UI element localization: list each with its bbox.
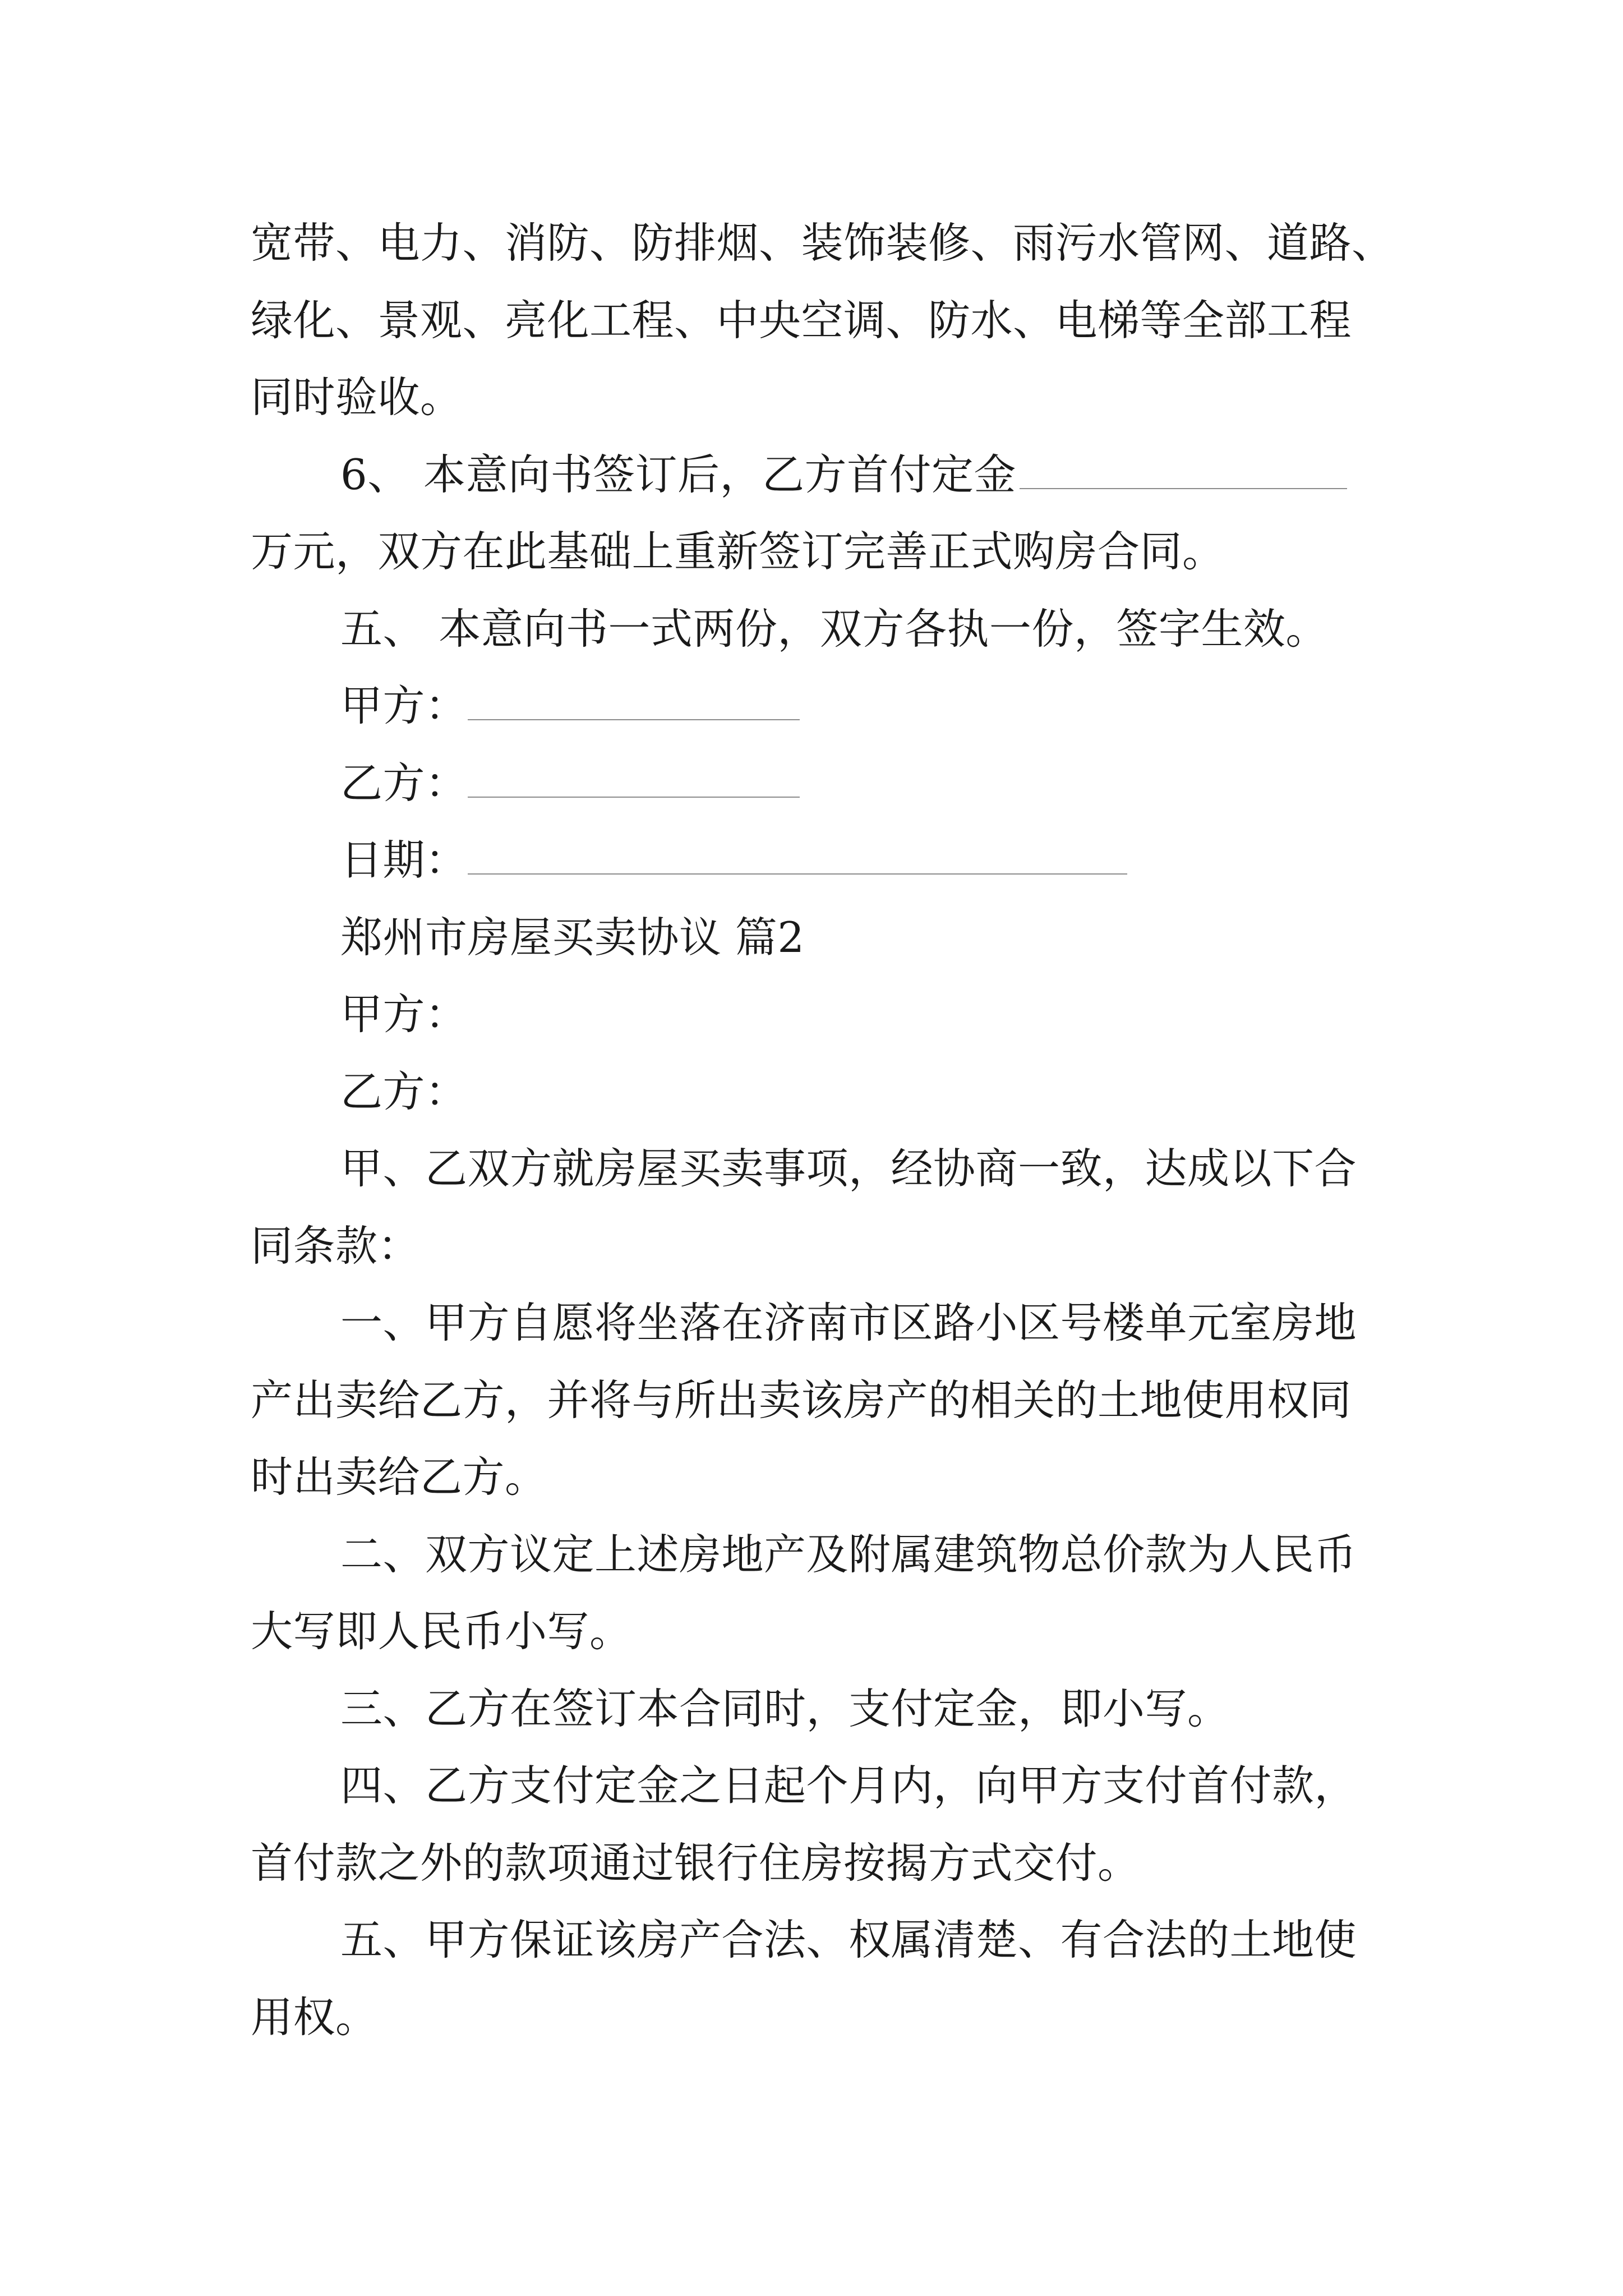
- text-line: 乙方：: [340, 1066, 468, 1116]
- signature-party-b: [251, 745, 1428, 822]
- signature-date: [251, 822, 1428, 899]
- text-line: 一、甲方自愿将坐落在济南市区路小区号楼单元室房地: [340, 1298, 1357, 1347]
- deposit-clause-text: 6、 本意向书签订后，乙方首付定金: [340, 449, 1017, 499]
- text-line: 甲、乙双方就房屋买卖事项，经协商一致，达成以下合: [340, 1144, 1357, 1193]
- text-line: 甲方：: [340, 990, 468, 1039]
- text-line: 产出卖给乙方，并将与所出卖该房产的相关的土地使用权同: [251, 1375, 1352, 1425]
- clause-4: [251, 1747, 1428, 1902]
- text-line: [251, 668, 1428, 745]
- party-a-signature-blank: [468, 719, 800, 720]
- paragraph-acceptance-clause: [251, 205, 1428, 436]
- paragraph-deposit-clause: [251, 436, 1428, 591]
- clause-2: [251, 1516, 1428, 1671]
- clause-1: [251, 1285, 1428, 1516]
- text-line: 同条款：: [251, 1221, 421, 1271]
- date-blank: [468, 873, 1127, 875]
- text-line: 万元，双方在此基础上重新签订完善正式购房合同。: [251, 527, 1225, 576]
- text-line: 宽带、电力、消防、防排烟、装饰装修、雨污水管网、道路、: [251, 218, 1394, 268]
- text-line: [251, 436, 1428, 514]
- party-b-heading: [251, 1053, 1428, 1131]
- text-line: 四、乙方支付定金之日起个月内，向甲方支付首付款，: [340, 1761, 1357, 1810]
- text-line: [251, 745, 1428, 822]
- paragraph-preamble: [251, 1130, 1428, 1285]
- text-line: 同时验收。: [251, 372, 463, 422]
- party-a-heading: [251, 976, 1428, 1053]
- text-line: 五、甲方保证该房产合法、权属清楚、有合法的土地使: [340, 1915, 1357, 1964]
- text-line: 用权。: [251, 1992, 378, 2042]
- text-line: 二、双方议定上述房地产及附属建筑物总价款为人民币: [340, 1529, 1357, 1579]
- signature-party-a: [251, 668, 1428, 745]
- section-title-text: 郑州市房屋买卖协议 篇2: [340, 912, 805, 962]
- date-label: 日期：: [340, 835, 468, 885]
- text-line: 绿化、景观、亮化工程、中央空调、防水、电梯等全部工程: [251, 295, 1352, 345]
- text-line: 时出卖给乙方。: [251, 1452, 547, 1502]
- party-a-label: 甲方：: [340, 681, 468, 730]
- section-title: [251, 899, 1428, 977]
- document-page: [251, 205, 1428, 2056]
- text-line: 首付款之外的款项通过银行住房按揭方式交付。: [251, 1838, 1140, 1888]
- deposit-amount-blank: [1020, 488, 1347, 489]
- text-line: 五、 本意向书一式两份，双方各执一份，签字生效。: [340, 604, 1328, 654]
- clause-3: [251, 1671, 1428, 1748]
- text-line: 三、乙方在签订本合同时，支付定金，即小写。: [340, 1683, 1230, 1733]
- text-line: 大写即人民币小写。: [251, 1607, 632, 1656]
- clause-5: [251, 1902, 1428, 2056]
- text-line: [251, 822, 1428, 899]
- paragraph-copies-clause: [251, 591, 1428, 668]
- party-b-signature-blank: [468, 797, 800, 798]
- party-b-label: 乙方：: [340, 758, 468, 808]
